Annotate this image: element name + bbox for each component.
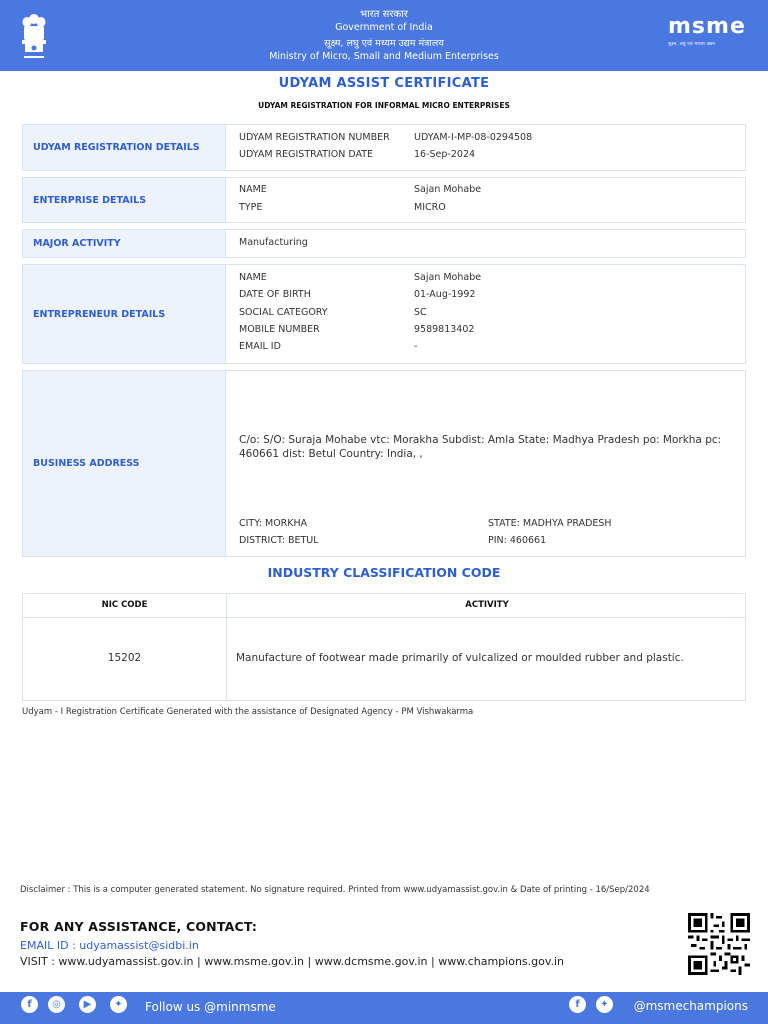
activity-label: MAJOR ACTIVITY [23, 230, 226, 257]
header-line-hindi-ministry: सूक्ष्म, लघु एवं मध्यम उद्यम मंत्रालय [324, 38, 444, 49]
field-key: EMAIL ID [239, 341, 281, 352]
registration-date: 16-Sep-2024 [414, 149, 476, 160]
field-key: DATE OF BIRTH [239, 289, 311, 300]
field-key: NAME [239, 272, 267, 283]
twitter-icon[interactable]: ✦ [110, 996, 127, 1013]
msme-logo [668, 16, 750, 56]
follow-us-text[interactable]: Follow us @minmsme [145, 1000, 276, 1014]
msme-logo-word: msme [668, 14, 746, 39]
enterprise-type: MICRO [414, 202, 446, 213]
activity-values [227, 230, 745, 257]
nic-code-value: 15202 [107, 652, 142, 664]
youtube-icon[interactable]: ▶ [79, 996, 96, 1013]
registration-section [22, 124, 746, 171]
certificate-subtitle: UDYAM REGISTRATION FOR INFORMAL MICRO ENTERPRISES [258, 101, 510, 110]
enterprise-type-row [239, 202, 446, 213]
entrepreneur-name: Sajan Mohabe [414, 272, 482, 283]
msme-logo-tagline: सूक्ष्म, लघु एवं मध्यम उद्यम [668, 42, 716, 47]
generated-note: Udyam - I Registration Certificate Generated with the assistance of Designated Agency - PM Vishwakarma [22, 707, 474, 717]
facebook-icon[interactable]: f [21, 996, 38, 1013]
field-key: SOCIAL CATEGORY [239, 307, 328, 318]
enterprise-name: Sajan Mohabe [414, 184, 482, 195]
qr-code-icon [686, 913, 752, 975]
enterprise-label: ENTERPRISE DETAILS [23, 178, 226, 222]
entrepreneur-name-row [239, 272, 481, 283]
registration-number: UDYAM-I-MP-08-0294508 [414, 132, 533, 143]
address-values [227, 371, 745, 556]
champions-handle[interactable]: @msmechampions [633, 999, 748, 1013]
nic-activity-value: Manufacture of footwear made primarily of vulcalized or moulded rubber and plastic. [236, 652, 684, 664]
registration-label: UDYAM REGISTRATION DETAILS [23, 125, 226, 170]
header-bar [0, 0, 768, 71]
header-line-hindi-govt: भारत सरकार [360, 9, 408, 20]
field-key: NAME [239, 184, 267, 195]
entrepreneur-dob-row [239, 289, 475, 300]
registration-values [227, 125, 745, 170]
twitter-icon[interactable]: ✦ [596, 996, 613, 1013]
field-key: TYPE [239, 202, 263, 213]
facebook-icon[interactable]: f [569, 996, 586, 1013]
address-district: DISTRICT: BETUL [239, 535, 319, 546]
entrepreneur-mobile: 9589813402 [414, 324, 475, 335]
nic-code-header: NIC CODE [101, 600, 148, 610]
address-city: CITY: MORKHA [239, 518, 308, 529]
enterprise-values [227, 178, 745, 222]
instagram-icon[interactable]: ◎ [48, 996, 65, 1013]
field-key: MOBILE NUMBER [239, 324, 320, 335]
industry-classification-title: INDUSTRY CLASSIFICATION CODE [267, 565, 501, 580]
entrepreneur-label: ENTREPRENEUR DETAILS [23, 265, 226, 363]
entrepreneur-dob: 01-Aug-1992 [414, 289, 476, 300]
entrepreneur-email-row [239, 341, 417, 352]
assistance-websites[interactable]: VISIT : www.udyamassist.gov.in | www.msme.gov.in | www.dcmsme.gov.in | www.champions.gov.in [20, 955, 565, 968]
certificate-title: UDYAM ASSIST CERTIFICATE [278, 76, 490, 91]
registration-number-row [239, 132, 532, 143]
activity-section [22, 229, 746, 258]
assistance-heading: FOR ANY ASSISTANCE, CONTACT: [20, 919, 258, 934]
column-divider [226, 594, 227, 700]
field-key: UDYAM REGISTRATION DATE [239, 149, 374, 160]
address-pin: PIN: 460661 [488, 535, 547, 546]
enterprise-name-row [239, 184, 481, 195]
header-line-government: Government of India [335, 22, 433, 33]
entrepreneur-values [227, 265, 745, 363]
entrepreneur-category-row [239, 307, 427, 318]
assistance-email[interactable]: EMAIL ID : udyamassist@sidbi.in [20, 939, 199, 952]
header-line-ministry: Ministry of Micro, Small and Medium Enterprises [269, 51, 499, 62]
entrepreneur-section [22, 264, 746, 364]
activity-header: ACTIVITY [465, 600, 509, 610]
entrepreneur-email: - [414, 341, 418, 352]
industry-table-header [23, 594, 745, 618]
major-activity-value: Manufacturing [239, 237, 308, 248]
field-key: UDYAM REGISTRATION NUMBER [239, 132, 390, 143]
industry-table [22, 593, 746, 701]
registration-date-row [239, 149, 475, 160]
business-address-text: C/o: S/O: Suraja Mohabe vtc: Morakha Subdist: Amla State: Madhya Pradesh po: Morkha pc: 460661 dist: Betul Country: India, , [239, 434, 722, 460]
enterprise-section [22, 177, 746, 223]
address-label: BUSINESS ADDRESS [23, 371, 226, 556]
address-section [22, 370, 746, 557]
entrepreneur-mobile-row [239, 324, 474, 335]
entrepreneur-category: SC [414, 307, 427, 318]
footer-bar [0, 992, 768, 1024]
disclaimer-text: Disclaimer : This is a computer generated statement. No signature required. Printed from www.udyamassist.gov.in & Date of printing - 16/Sep/2024 [20, 885, 650, 895]
address-state: STATE: MADHYA PRADESH [488, 518, 612, 529]
